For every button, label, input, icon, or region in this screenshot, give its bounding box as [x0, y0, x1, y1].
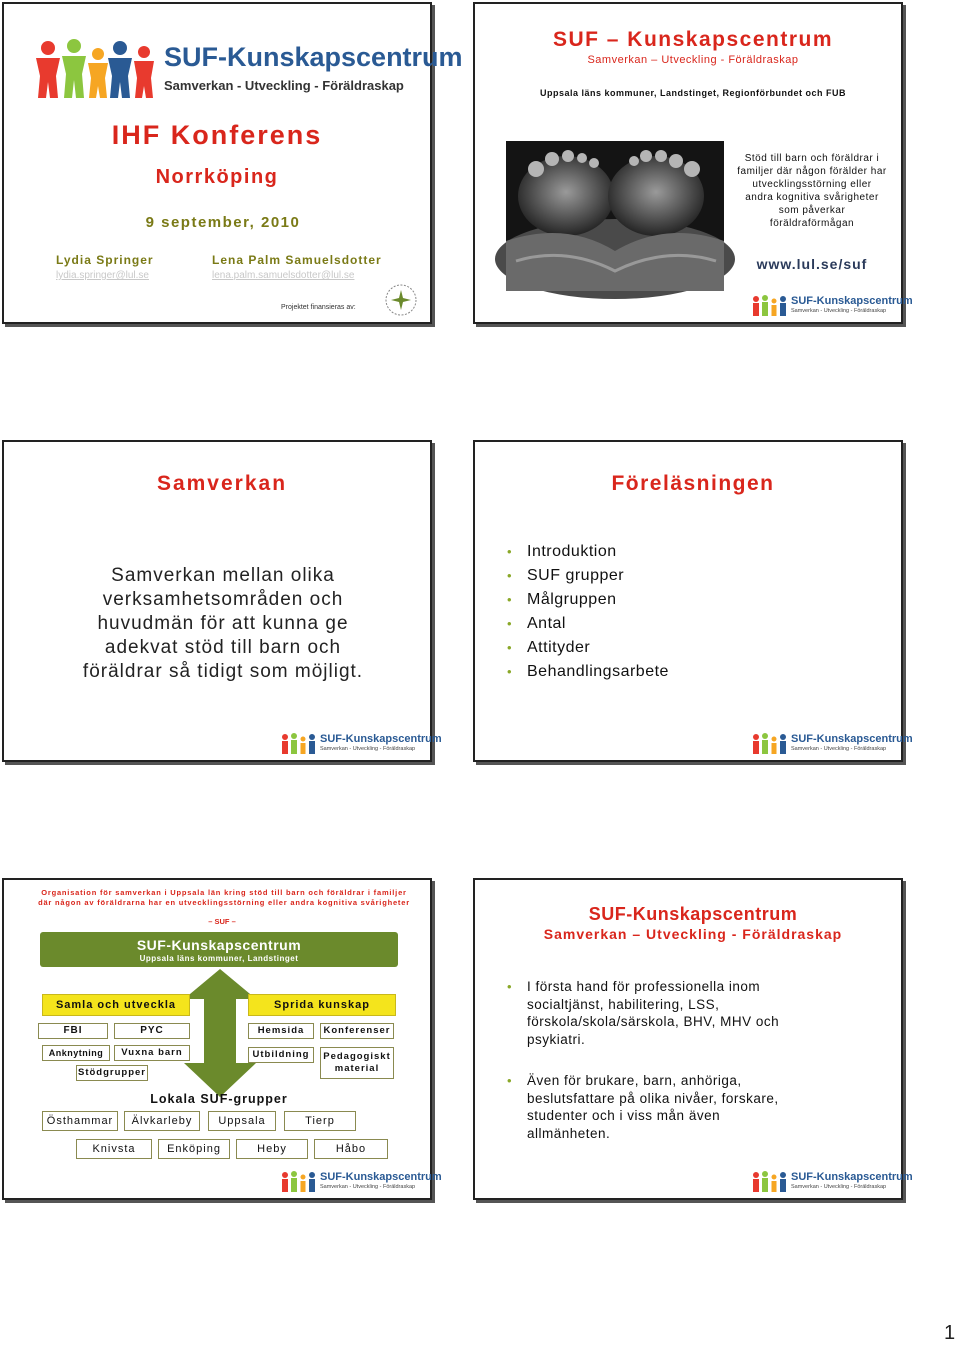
- people-figures-icon: [32, 36, 160, 100]
- adult-children-box: Vuxna barn: [114, 1045, 190, 1061]
- footer-logo-subtitle: Samverkan - Utveckling - Föräldraskap: [791, 1184, 887, 1190]
- suf-logo: [32, 36, 463, 102]
- footer-logo: [751, 295, 913, 317]
- suf-banner: [40, 932, 398, 967]
- slide3-title: Samverkan: [156, 472, 288, 495]
- footer-logo-subtitle: Samverkan - Utveckling - Föräldraskap: [791, 746, 887, 752]
- slide2-partners: Uppsala läns kommuner, Landstinget, Regionförbundet och FUB: [539, 88, 847, 98]
- conference-city: Norrköping: [155, 166, 279, 188]
- logo-title: SUF-Kunskapscentrum: [164, 42, 463, 72]
- education-box: Utbildning: [248, 1047, 314, 1063]
- org-header-suf: – SUF –: [208, 917, 236, 926]
- list-item: • Introduktion: [505, 540, 669, 564]
- banner-subtitle: Uppsala läns kommuner, Landstinget: [139, 954, 299, 963]
- person-2-email[interactable]: lena.palm.samuelsdotter@lul.se: [212, 270, 355, 281]
- slide-3: [2, 440, 442, 762]
- banner-title: SUF-Kunskapscentrum: [136, 937, 302, 953]
- people-figures-icon: [751, 733, 789, 755]
- slide2-url[interactable]: www.lul.se/suf: [756, 256, 868, 272]
- footer-logo-subtitle: Samverkan - Utveckling - Föräldraskap: [791, 308, 887, 314]
- people-figures-icon: [751, 295, 789, 317]
- conference-title: IHF Konferens: [111, 120, 323, 150]
- slide3-body: Samverkan mellan olika verksamhetsområden och huvudmän för att kunna ge adekvat stöd till barn och föräldrar så tidigt som möjligt.: [82, 565, 364, 682]
- conference-date: 9 september, 2010: [145, 214, 301, 231]
- footer-logo: [751, 1171, 913, 1193]
- municipality-box: Håbo: [314, 1139, 388, 1159]
- municipality-box: Knivsta: [76, 1139, 152, 1159]
- page-number: 1: [944, 1322, 956, 1344]
- website-box: Hemsida: [248, 1023, 314, 1039]
- slide-4: [473, 440, 913, 762]
- people-figures-icon: [280, 1171, 318, 1193]
- footer-logo-subtitle: Samverkan - Utveckling - Föräldraskap: [320, 746, 416, 752]
- people-figures-icon: [751, 1171, 789, 1193]
- funder-emblem-icon: [376, 280, 426, 320]
- org-header: Organisation för samverkan i Uppsala län kring stöd till barn och föräldrar i familjer där någon av föräldrarna har en utvecklingsstörning eller andra kognitiva svårigheter: [38, 888, 410, 907]
- municipality-box: Uppsala: [208, 1111, 276, 1131]
- slide2-title: SUF – Kunskapscentrum: [552, 28, 834, 51]
- list-item: • Attityder: [505, 636, 669, 660]
- municipality-box: Enköping: [158, 1139, 230, 1159]
- slide6-subtitle: Samverkan – Utveckling - Föräldraskap: [543, 926, 843, 942]
- footer-logo-title: SUF-Kunskapscentrum: [320, 1171, 442, 1183]
- pedagogical-material-box: Pedagogiskt material: [320, 1047, 394, 1079]
- slide-6: [473, 878, 913, 1200]
- footer-logo-title: SUF-Kunskapscentrum: [320, 733, 442, 745]
- municipality-box: Heby: [236, 1139, 308, 1159]
- list-item: • Antal: [505, 612, 669, 636]
- support-groups-box: Stödgrupper: [76, 1065, 148, 1081]
- attachment-box: Anknytning: [42, 1045, 110, 1061]
- conferences-box: Konferenser: [320, 1023, 394, 1039]
- slide-2: [473, 2, 913, 324]
- logo-subtitle: Samverkan - Utveckling - Föräldraskap: [164, 78, 404, 93]
- footer-logo-title: SUF-Kunskapscentrum: [791, 733, 913, 745]
- slide4-title: Föreläsningen: [611, 472, 775, 495]
- slide6-title: SUF-Kunskapscentrum: [588, 904, 798, 924]
- slide-5: [2, 878, 442, 1200]
- people-figures-icon: [280, 733, 318, 755]
- municipality-box: Östhammar: [42, 1111, 118, 1131]
- pyc-box: PYC: [114, 1023, 190, 1039]
- slide2-subtitle: Samverkan – Utveckling - Föräldraskap: [587, 54, 799, 66]
- fbi-box: FBI: [38, 1023, 108, 1039]
- person-2-name: Lena Palm Samuelsdotter: [212, 253, 382, 267]
- funding-label: Projektet finansieras av:: [281, 304, 356, 311]
- slide2-description: Stöd till barn och föräldrar i familjer där någon förälder har utvecklingsstörning eller andra kognitiva svårigheter som påverkar föräldraförmågan: [737, 153, 887, 229]
- local-groups-title: Lokala SUF-grupper: [150, 1092, 288, 1106]
- baby-feet-photo: [506, 141, 724, 291]
- footer-logo: [751, 733, 913, 755]
- list-item: • Behandlingsarbete: [505, 660, 669, 684]
- list-item: • SUF grupper: [505, 564, 669, 588]
- person-1-name: Lydia Springer: [56, 253, 154, 267]
- spread-knowledge-box: Sprida kunskap: [248, 994, 396, 1016]
- list-item: • Även för brukare, barn, anhöriga, beslutsfattare på olika nivåer, forskare, studenter och i viss mån även allmänheten.: [505, 1072, 805, 1142]
- municipality-box: Älvkarleby: [124, 1111, 200, 1131]
- slide6-bullet-list: [505, 978, 805, 1142]
- list-item: • I första hand för professionella inom socialtjänst, habilitering, LSS, förskola/skola/särskola, BHV, MHV och psykiatri.: [505, 978, 805, 1048]
- slide-1: [2, 2, 463, 324]
- footer-logo-subtitle: Samverkan - Utveckling - Föräldraskap: [320, 1184, 416, 1190]
- collect-develop-box: Samla och utveckla: [42, 994, 190, 1016]
- footer-logo-title: SUF-Kunskapscentrum: [791, 1171, 913, 1183]
- footer-logo: [280, 1171, 442, 1193]
- footer-logo: [280, 733, 442, 755]
- footer-logo-title: SUF-Kunskapscentrum: [791, 295, 913, 307]
- slide4-bullet-list: [505, 540, 669, 684]
- person-1-email[interactable]: lydia.springer@lul.se: [56, 270, 149, 281]
- municipality-box: Tierp: [284, 1111, 356, 1131]
- list-item: • Målgruppen: [505, 588, 669, 612]
